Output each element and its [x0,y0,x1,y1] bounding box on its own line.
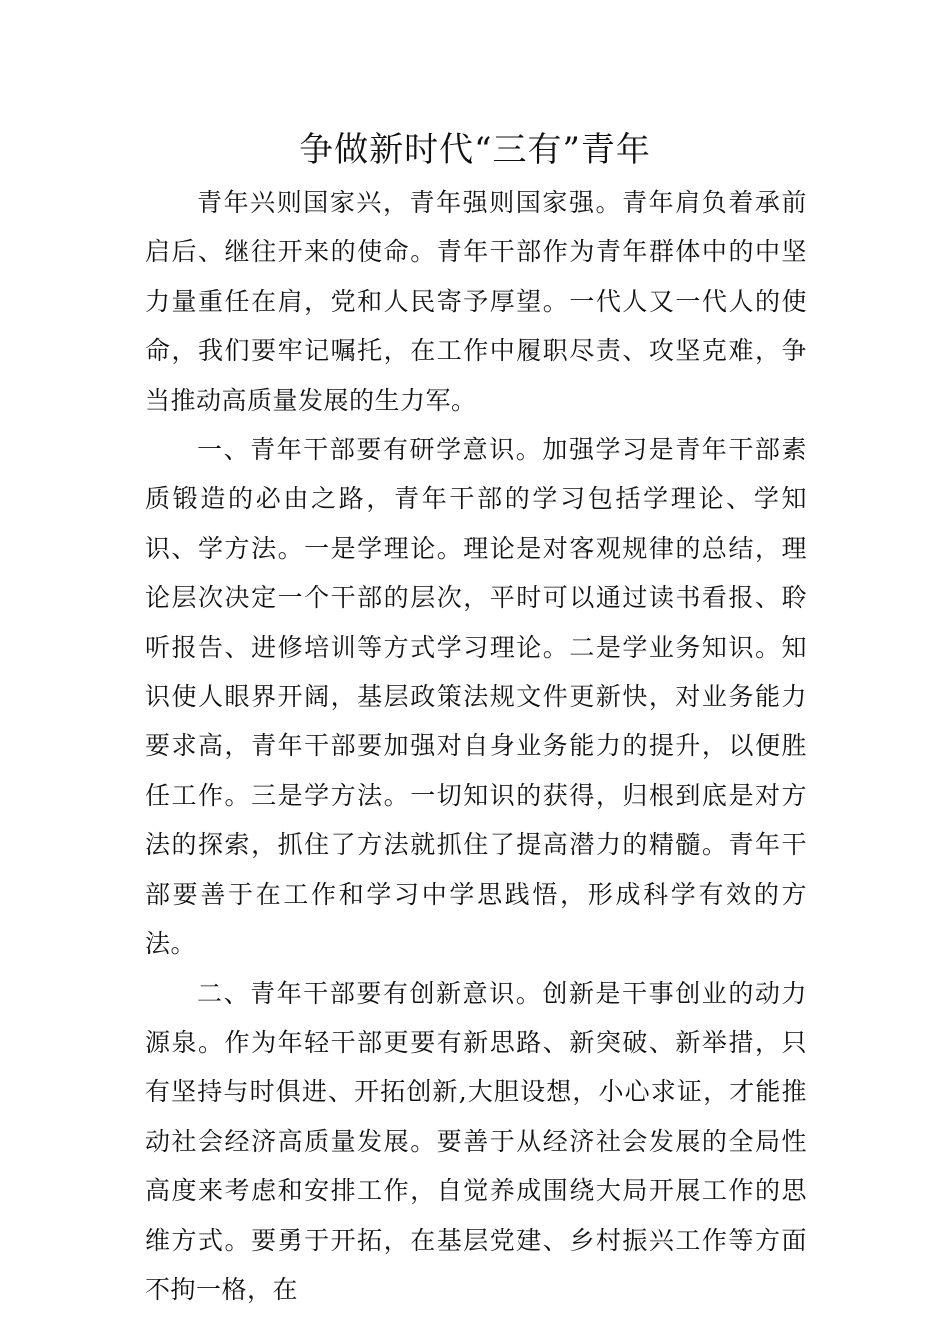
paragraph-intro: 青年兴则国家兴，青年强则国家强。青年肩负着承前启后、继往开来的使命。青年干部作为青年群体中的中坚力量重任在肩，党和人民寄予厚望。一代人又一代人的使命，我们要牢记嘱托，在工作中履职尽责、攻坚克难，争当推动高质量发展的生力军。 [145,188,807,415]
document-body [145,178,807,1314]
paragraph-innovation-awareness: 二、青年干部要有创新意识。创新是干事创业的动力源泉。作为年轻干部更要有新思路、新突破、新举措，只有坚持与时俱进、开拓创新,大胆设想，小心求证，才能推动社会经济高质量发展。要善于从经济社会发展的全局性高度来考虑和安排工作，自觉养成围绕大局开展工作的思维方式。要勇于开拓，在基层党建、乡村振兴工作等方面不拘一格，在 [145,978,807,1304]
document-title: 争做新时代“三有”青年 [299,130,651,170]
paragraph-study-awareness: 一、青年干部要有研学意识。加强学习是青年干部素质锻造的必由之路，青年干部的学习包括学理论、学知识、学方法。一是学理论。理论是对客观规律的总结，理论层次决定一个干部的层次，平时可以通过读书看报、聆听报告、进修培训等方式学习理论。二是学业务知识。知识使人眼界开阔，基层政策法规文件更新快，对业务能力要求高，青年干部要加强对自身业务能力的提升，以便胜任工作。三是学方法。一切知识的获得，归根到底是对方法的探索，抓住了方法就抓住了提高潜力的精髓。青年干部要善于在工作和学习中学思践悟，形成科学有效的方法。 [145,435,807,959]
